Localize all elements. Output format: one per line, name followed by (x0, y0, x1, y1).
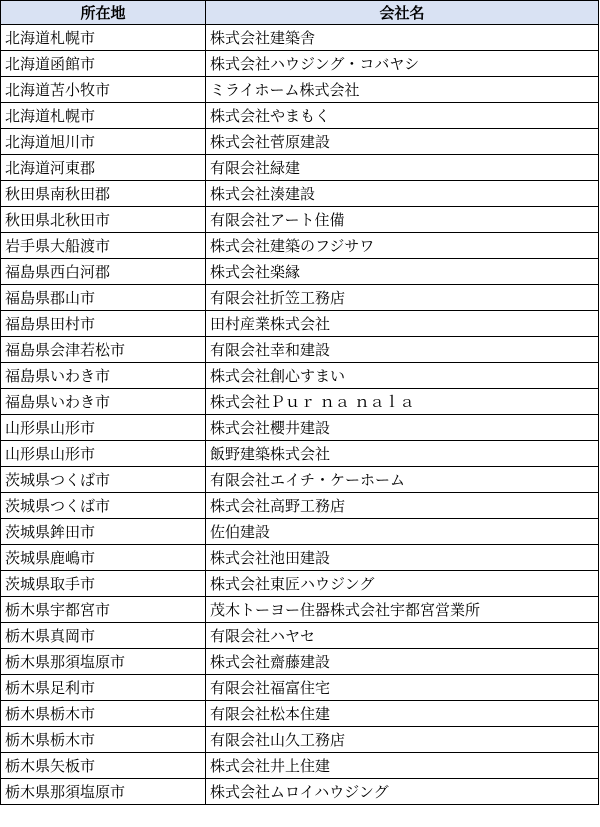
table-row (1, 129, 599, 155)
company-cell: 有限会社緑建 (206, 155, 599, 181)
location-cell: 茨城県つくば市 (1, 467, 206, 493)
table-row (1, 649, 599, 675)
company-cell: 株式会社井上住建 (206, 753, 599, 779)
location-cell: 北海道札幌市 (1, 25, 206, 51)
table-row (1, 259, 599, 285)
table-header-row (1, 1, 599, 25)
company-cell: 株式会社菅原建設 (206, 129, 599, 155)
location-cell: 栃木県真岡市 (1, 623, 206, 649)
location-cell: 北海道札幌市 (1, 103, 206, 129)
location-cell: 福島県いわき市 (1, 363, 206, 389)
table-row (1, 597, 599, 623)
table-row (1, 493, 599, 519)
table-row (1, 415, 599, 441)
location-cell: 茨城県鉾田市 (1, 519, 206, 545)
location-cell: 栃木県矢板市 (1, 753, 206, 779)
location-cell: 栃木県栃木市 (1, 727, 206, 753)
location-cell: 栃木県栃木市 (1, 701, 206, 727)
table-row (1, 545, 599, 571)
location-cell: 北海道河東郡 (1, 155, 206, 181)
table-row (1, 441, 599, 467)
table-row (1, 753, 599, 779)
location-cell: 茨城県つくば市 (1, 493, 206, 519)
table-row (1, 363, 599, 389)
company-cell: 株式会社ムロイハウジング (206, 779, 599, 805)
table-row (1, 285, 599, 311)
location-cell: 北海道函館市 (1, 51, 206, 77)
table-row (1, 233, 599, 259)
table-row (1, 727, 599, 753)
table-row (1, 519, 599, 545)
table-row (1, 155, 599, 181)
table-row (1, 701, 599, 727)
location-cell: 山形県山形市 (1, 441, 206, 467)
table-row (1, 181, 599, 207)
company-cell: 有限会社ハヤセ (206, 623, 599, 649)
company-cell: 有限会社山久工務店 (206, 727, 599, 753)
table-row (1, 77, 599, 103)
company-cell: 有限会社エイチ・ケーホーム (206, 467, 599, 493)
company-cell: 茂木トーヨー住器株式会社宇都宮営業所 (206, 597, 599, 623)
company-cell: 株式会社高野工務店 (206, 493, 599, 519)
company-cell: 株式会社創心すまい (206, 363, 599, 389)
table-row (1, 25, 599, 51)
location-cell: 栃木県那須塩原市 (1, 779, 206, 805)
location-cell: 福島県田村市 (1, 311, 206, 337)
company-cell: 株式会社やまもく (206, 103, 599, 129)
company-cell: 株式会社池田建設 (206, 545, 599, 571)
column-header-company: 会社名 (206, 1, 599, 25)
company-cell: 飯野建築株式会社 (206, 441, 599, 467)
table-row (1, 207, 599, 233)
location-cell: 福島県西白河郡 (1, 259, 206, 285)
table-row (1, 51, 599, 77)
company-cell: 株式会社櫻井建設 (206, 415, 599, 441)
location-cell: 福島県郡山市 (1, 285, 206, 311)
company-cell: 有限会社福富住宅 (206, 675, 599, 701)
table-row (1, 337, 599, 363)
table-row (1, 311, 599, 337)
table-body (1, 25, 599, 805)
location-cell: 茨城県取手市 (1, 571, 206, 597)
column-header-location: 所在地 (1, 1, 206, 25)
location-cell: 栃木県那須塩原市 (1, 649, 206, 675)
table-row (1, 571, 599, 597)
location-cell: 北海道旭川市 (1, 129, 206, 155)
table-row (1, 467, 599, 493)
location-cell: 山形県山形市 (1, 415, 206, 441)
company-cell: 株式会社湊建設 (206, 181, 599, 207)
company-cell: 株式会社東匠ハウジング (206, 571, 599, 597)
location-cell: 茨城県鹿嶋市 (1, 545, 206, 571)
company-cell: 有限会社折笠工務店 (206, 285, 599, 311)
location-cell: 秋田県南秋田郡 (1, 181, 206, 207)
company-cell: 株式会社建築舎 (206, 25, 599, 51)
company-cell: ミライホーム株式会社 (206, 77, 599, 103)
table-row (1, 623, 599, 649)
table-row (1, 779, 599, 805)
location-cell: 岩手県大船渡市 (1, 233, 206, 259)
company-cell: 株式会社ハウジング・コバヤシ (206, 51, 599, 77)
location-cell: 福島県いわき市 (1, 389, 206, 415)
location-cell: 北海道苫小牧市 (1, 77, 206, 103)
company-cell: 株式会社齋藤建設 (206, 649, 599, 675)
company-cell: 有限会社アート住備 (206, 207, 599, 233)
location-cell: 福島県会津若松市 (1, 337, 206, 363)
company-cell: 田村産業株式会社 (206, 311, 599, 337)
company-cell: 佐伯建設 (206, 519, 599, 545)
location-cell: 栃木県宇都宮市 (1, 597, 206, 623)
location-cell: 栃木県足利市 (1, 675, 206, 701)
company-cell: 有限会社松本住建 (206, 701, 599, 727)
table-row (1, 389, 599, 415)
location-cell: 秋田県北秋田市 (1, 207, 206, 233)
table-row (1, 103, 599, 129)
company-cell: 株式会社建築のフジサワ (206, 233, 599, 259)
company-cell: 有限会社幸和建設 (206, 337, 599, 363)
company-cell: 株式会社Ｐｕｒ ｎａ ｎａｌａ (206, 389, 599, 415)
company-cell: 株式会社楽縁 (206, 259, 599, 285)
table-row (1, 675, 599, 701)
